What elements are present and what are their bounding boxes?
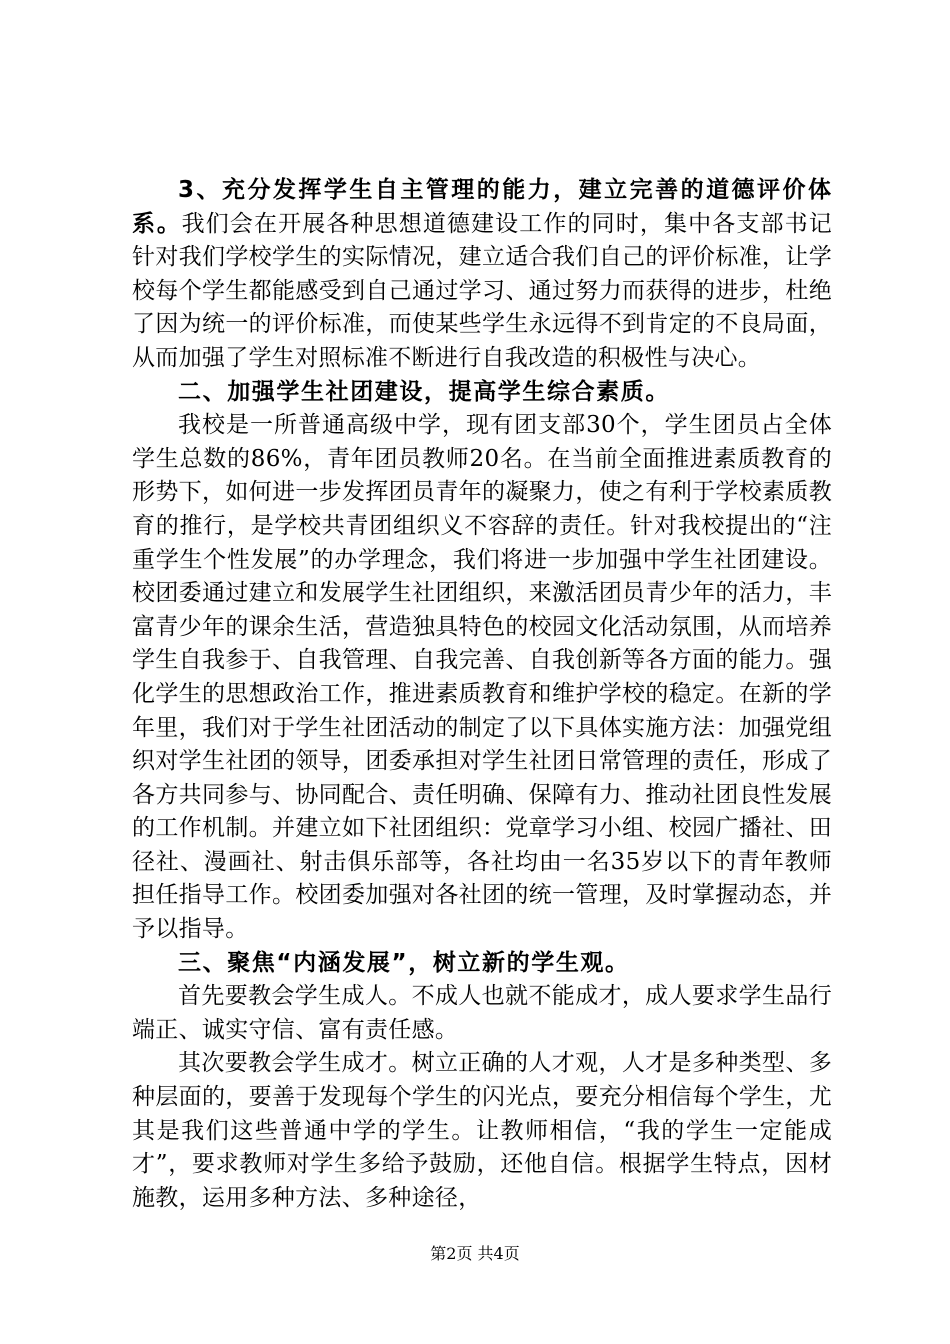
section-heading-two: 二、加强学生社团建设，提高学生综合素质。: [178, 378, 670, 405]
paragraph-body-text: 我们会在开展各种思想道德建设工作的同时，集中各支部书记针对我们学校学生的实际情况，建立适合我们自己的评价标准，让学校每个学生都能感受到自己通过学习、通过努力而获得的进步，杜绝了因为统一的评价标准，而使某些学生永远得不到肯定的不良局面，从而加强了学生对照标准不断进行自我改造的积极性与决心。: [132, 210, 832, 371]
paragraph-student-clubs: 我校是一所普通高级中学，现有团支部30个，学生团员占全体学生总数的86%，青年团员教师20名。在当前全面推进素质教育的形势下，如何进一步发挥团员青年的凝聚力，使之有利于学校素质教育的推行，是学校共青团组织义不容辞的责任。针对我校提出的“注重学生个性发展”的办学理念，我们将进一步加强中学生社团建设。校团委通过建立和发展学生社团组织，来激活团员青少年的活力，丰富青少年的课余生活，营造独具特色的校园文化活动氛围，从而培养学生自我参于、自我管理、自我完善、自我创新等各方面的能力。强化学生的思想政治工作，推进素质教育和维护学校的稳定。在新的学年里，我们对于学生社团活动的制定了以下具体实施方法：加强党组织对学生社团的领导，团委承担对学生社团日常管理的责任，形成了各方共同参与、协同配合、责任明确、保障有力、推动社团良性发展的工作机制。并建立如下社团组织：党章学习小组、校园广播社、田径社、漫画社、射击俱乐部等，各社均由一名35岁以下的青年教师担任指导工作。校团委加强对各社团的统一管理，及时掌握动态，并予以指导。: [132, 412, 832, 943]
paragraph-moral-evaluation: [132, 174, 832, 376]
section-heading-three: 三、聚焦“内涵发展”，树立新的学生观。: [178, 949, 630, 976]
page-number-footer: 第2页 共4页: [430, 1244, 520, 1263]
paragraph-teach-talent: 其次要教会学生成才。树立正确的人才观，人才是多种类型、多种层面的，要善于发现每个学生的闪光点，要充分相信每个学生，尤其是我们这些普通中学的学生。让教师相信，“我的学生一定能成才”，要求教师对学生多给予鼓励，还他自信。根据学生特点，因材施教，运用多种方法、多种途径，: [132, 1050, 832, 1211]
paragraph-teach-character: 首先要教会学生成人。不成人也就不能成才，成人要求学生品行端正、诚实守信、富有责任感。: [132, 983, 832, 1043]
document-body: [132, 174, 832, 1215]
paragraph-lead-title: 3、充分发挥学生自主管理的能力，建立完善的道德评价体系。: [132, 177, 832, 237]
